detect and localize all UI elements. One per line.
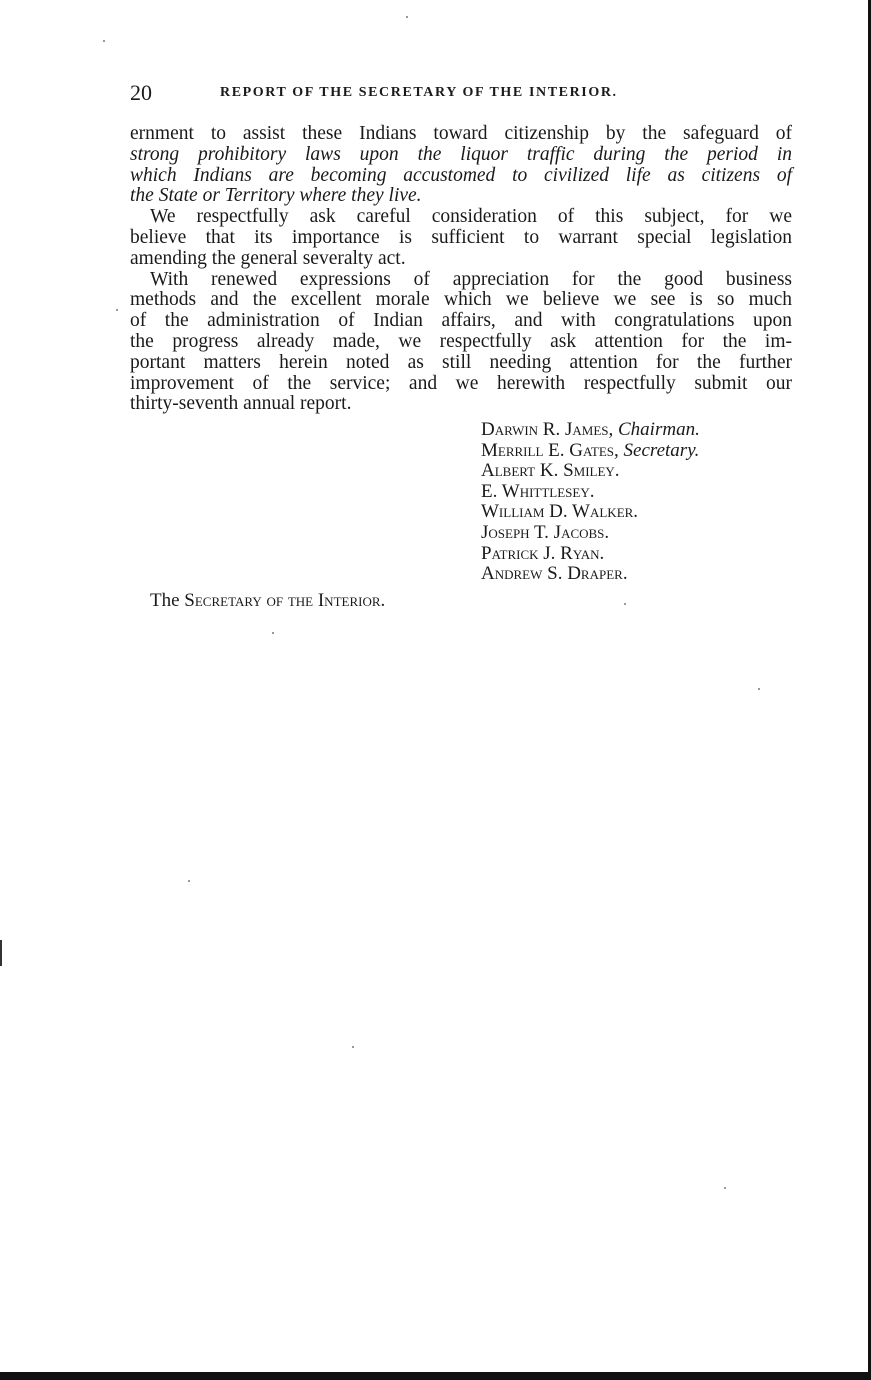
text-run: With renewed expressions of appreciation for the good business	[150, 268, 792, 290]
text-line	[130, 311, 792, 332]
addressee-name: Secretary of the Interior.	[184, 590, 386, 611]
text-run: We respectfully ask careful consideration of this subject, for we	[150, 206, 792, 228]
text-line	[130, 374, 792, 395]
scan-edge-mark	[0, 940, 2, 966]
signatory-name: Albert K. Smiley.	[481, 460, 620, 482]
text-run: methods and the excellent morale which we believe we see is so much	[130, 289, 792, 311]
scan-speck	[103, 40, 105, 42]
text-line	[130, 270, 792, 291]
text-line	[130, 394, 792, 415]
signatory-name: E. Whittlesey.	[481, 480, 595, 502]
running-head: REPORT OF THE SECRETARY OF THE INTERIOR.	[220, 85, 618, 100]
signatory	[481, 482, 700, 503]
scan-speck	[116, 309, 118, 311]
text-line	[130, 249, 792, 270]
paragraph	[130, 207, 792, 269]
addressee-prefix: The	[150, 590, 180, 611]
page-number: 20	[130, 80, 152, 105]
text-run: believe that its importance is sufficient to warrant special legislation	[130, 226, 792, 248]
scan-speck	[272, 632, 274, 634]
signature-block	[481, 420, 700, 585]
signatory	[481, 502, 700, 523]
paragraph	[130, 124, 792, 207]
text-line	[130, 207, 792, 228]
text-line	[130, 332, 792, 353]
signatory	[481, 523, 700, 544]
text-line	[130, 228, 792, 249]
text-run: of the administration of Indian affairs, and with congratulations upon	[130, 310, 792, 332]
scan-speck	[406, 16, 408, 18]
text-run: ernment to assist these Indians toward citizenship by the safeguard of	[130, 123, 792, 144]
signatory	[481, 564, 700, 585]
italic-text: which Indians are becoming accustomed to civilized life as citizens of	[130, 164, 792, 186]
scan-speck	[352, 1046, 354, 1048]
signatory-name: William D. Walker.	[481, 501, 639, 523]
signatory-name: Merrill E. Gates	[481, 439, 615, 461]
signatory-name: Joseph T. Jacobs.	[481, 521, 610, 543]
signatory	[481, 461, 700, 482]
text-line	[130, 186, 792, 207]
text-run: the progress already made, we respectfully ask attention for the im-	[130, 330, 792, 352]
scan-speck	[758, 688, 760, 690]
italic-text: strong prohibitory laws upon the liquor traffic during the period in	[130, 143, 792, 165]
text-line	[130, 145, 792, 166]
signatory-title: Secretary.	[623, 439, 700, 461]
text-line	[130, 290, 792, 311]
signatory: Merrill E. Gates, Secretary.	[481, 439, 700, 461]
signatory-name: Patrick J. Ryan.	[481, 542, 605, 564]
text-run: portant matters herein noted as still needing attention for the further	[130, 351, 792, 373]
scan-speck	[624, 603, 626, 605]
text-run: thirty-seventh annual report.	[130, 393, 352, 415]
addressee-line	[150, 590, 385, 612]
signatory-title: Chairman.	[618, 419, 700, 440]
body-text	[130, 124, 792, 415]
page-header	[130, 80, 792, 106]
text-line	[130, 166, 792, 187]
signatory-name: Darwin R. James	[481, 419, 609, 440]
text-line	[130, 353, 792, 374]
paragraph	[130, 270, 792, 416]
signatory: Darwin R. James, Chairman.	[481, 419, 700, 440]
scan-speck	[724, 1187, 726, 1189]
text-run: improvement of the service; and we herewith respectfully submit our	[130, 372, 792, 394]
signatory	[481, 544, 700, 565]
signatory-name: Andrew S. Draper.	[481, 563, 628, 585]
text-run: amending the general severalty act.	[130, 247, 406, 269]
scan-border-bottom	[0, 1372, 871, 1380]
scan-speck	[188, 880, 190, 882]
text-line	[130, 124, 792, 145]
italic-text: the State or Territory where they live.	[130, 185, 422, 207]
